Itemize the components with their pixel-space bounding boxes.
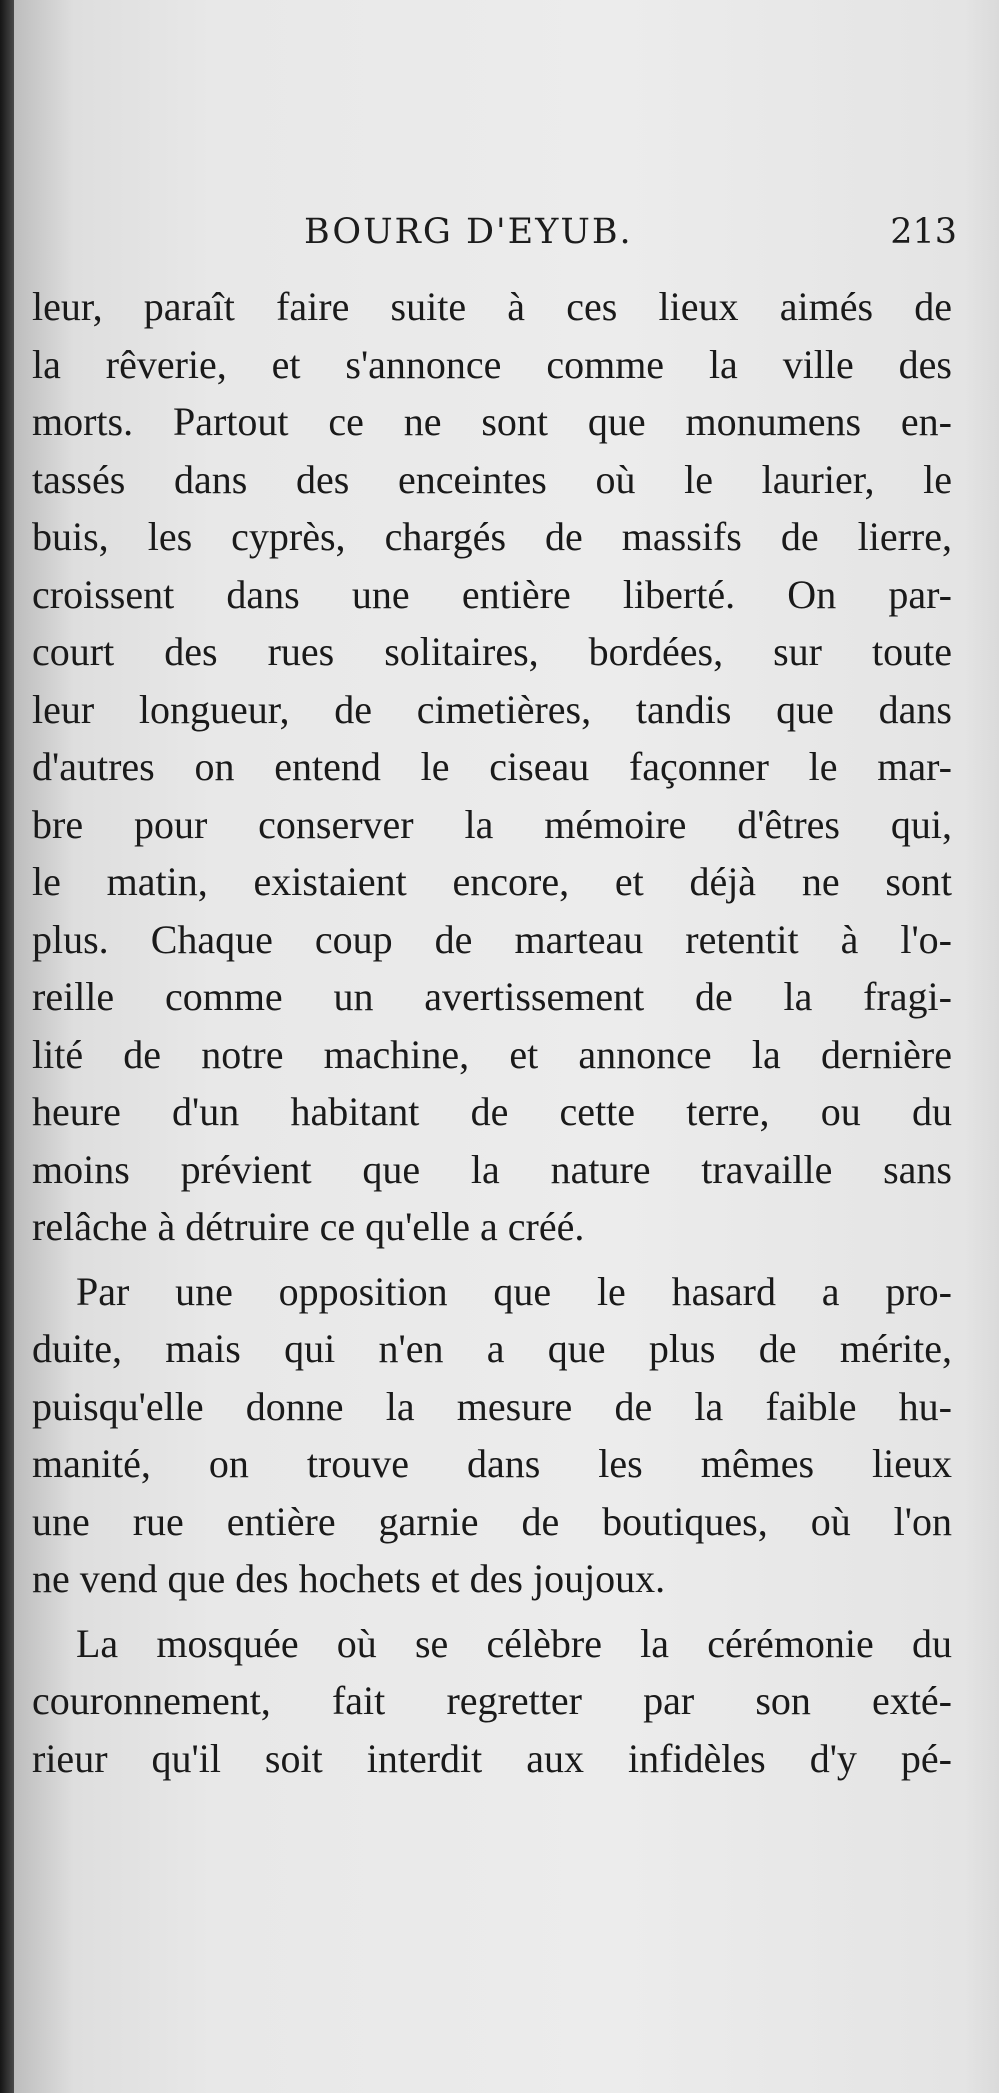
text-line: leur longueur, de cimetières, tandis que dans <box>32 686 952 732</box>
text-line: duite, mais qui n'en a que plus de mérite, <box>32 1326 952 1371</box>
book-page <box>14 0 999 2093</box>
text-line: ne vend que des hochets et des joujoux. <box>32 1556 666 1601</box>
text-line: La mosquée où se célèbre la cérémonie du <box>76 1620 952 1666</box>
text-line: la rêverie, et s'annonce comme la ville des <box>32 341 952 387</box>
text-line: Par une opposition que le hasard a pro- <box>76 1268 952 1314</box>
book-spine-shadow <box>0 0 14 2093</box>
text-line: le matin, existaient encore, et déjà ne sont <box>32 859 952 904</box>
text-line: une rue entière garnie de boutiques, où l'on <box>32 1498 952 1544</box>
text-line: heure d'un habitant de cette terre, ou du <box>32 1089 952 1134</box>
text-line: lité de notre machine, et annonce la dernière <box>32 1031 952 1077</box>
page-number: 213 <box>890 212 957 252</box>
text-line: moins prévient que la nature travaille sans <box>32 1146 952 1192</box>
text-line: d'autres on entend le ciseau façonner le mar- <box>32 744 952 789</box>
text-line: manité, on trouve dans les mêmes lieux <box>32 1441 952 1486</box>
text-line: bre pour conserver la mémoire d'êtres qui, <box>32 801 952 847</box>
text-line: court des rues solitaires, bordées, sur toute <box>32 629 952 674</box>
text-line: rieur qu'il soit interdit aux infidèles d'y pé- <box>32 1735 952 1781</box>
paragraph-2 <box>32 1263 952 1608</box>
text-line: leur, paraît faire suite à ces lieux aimés de <box>32 284 952 329</box>
page-header <box>14 212 999 262</box>
text-line: reille comme un avertissement de la fragi- <box>32 974 952 1019</box>
paragraph-3 <box>32 1615 952 1788</box>
text-line: buis, les cyprès, chargés de massifs de lierre, <box>32 514 952 559</box>
running-head: BOURG D'EYUB. <box>304 212 633 252</box>
paragraph-1 <box>32 278 952 1256</box>
body-text <box>32 278 952 1794</box>
text-line: morts. Partout ce ne sont que monumens en- <box>32 399 952 444</box>
text-line: plus. Chaque coup de marteau retentit à l'o- <box>32 916 952 962</box>
text-line: puisqu'elle donne la mesure de la faible hu- <box>32 1383 952 1429</box>
text-line: relâche à détruire ce qu'elle a créé. <box>32 1204 585 1249</box>
text-line: tassés dans des enceintes où le laurier, le <box>32 456 952 502</box>
text-line: couronnement, fait regretter par son exté- <box>32 1678 952 1723</box>
text-line: croissent dans une entière liberté. On par- <box>32 571 952 617</box>
